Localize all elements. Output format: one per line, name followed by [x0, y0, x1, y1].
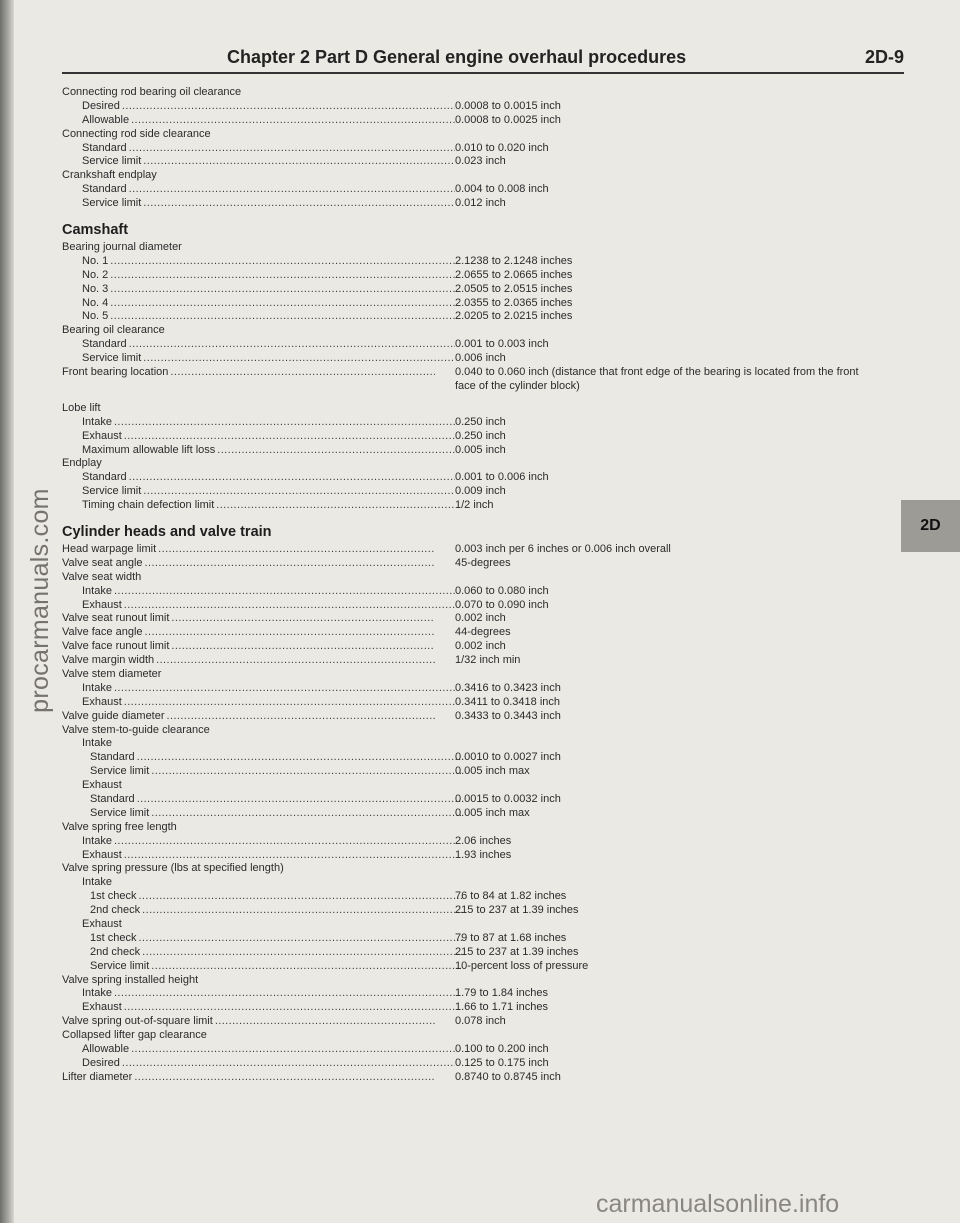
spec-label [62, 255, 455, 269]
spec-label-text: Timing chain defection limit [82, 499, 215, 512]
spec-row [62, 987, 922, 1001]
spec-label-text: Intake [82, 737, 112, 750]
spec-label [62, 297, 455, 311]
spec-row [62, 904, 922, 918]
spec-row [62, 932, 922, 946]
spec-value: 0.009 inch [455, 485, 506, 498]
spec-row [62, 710, 922, 724]
spec-value: 1.66 to 1.71 inches [455, 1001, 548, 1014]
spec-label [62, 142, 455, 156]
spec-row [62, 779, 922, 793]
spec-value: 0.8740 to 0.8745 inch [455, 1070, 561, 1083]
spec-label-text: Valve face angle [62, 626, 143, 639]
spec-label-text: Valve seat angle [62, 556, 143, 569]
spec-row [62, 696, 922, 710]
spec-row [62, 737, 922, 751]
spec-value: 0.078 inch [455, 1015, 506, 1028]
spec-label-text: 1st check [90, 931, 137, 944]
spec-label [62, 310, 455, 324]
spec-value: 0.005 inch [455, 443, 506, 456]
spec-label-text: Service limit [82, 155, 142, 168]
spec-value: 0.001 to 0.006 inch [455, 471, 549, 484]
spec-label [62, 862, 435, 876]
spec-label-text: Exhaust [82, 695, 122, 708]
specifications-list [62, 86, 922, 1085]
spec-value: 0.005 inch max [455, 806, 530, 819]
spec-label-text: Crankshaft endplay [62, 169, 157, 182]
spec-row [62, 599, 922, 613]
spec-value: 0.0008 to 0.0025 inch [455, 113, 561, 126]
spec-row [62, 724, 922, 738]
spec-value: 0.005 inch max [455, 765, 530, 778]
spec-row [62, 169, 922, 183]
spec-row [62, 626, 922, 640]
spec-label [62, 599, 455, 613]
spec-value: 0.0008 to 0.0015 inch [455, 99, 561, 112]
spec-label-text: Lobe lift [62, 401, 101, 414]
spec-row [62, 960, 922, 974]
spec-label-text: Standard [82, 338, 127, 351]
spec-row [62, 821, 922, 835]
section-heading [62, 219, 922, 241]
spec-label [62, 987, 455, 1001]
spec-row [62, 835, 922, 849]
spec-label-text: Service limit [82, 352, 142, 365]
spec-label [62, 876, 455, 890]
spec-label [62, 444, 455, 458]
spec-label [62, 612, 435, 626]
spec-label-text: Standard [82, 141, 127, 154]
spec-label [62, 849, 455, 863]
spec-label-text: Valve face runout limit [62, 640, 170, 653]
spec-value: 215 to 237 at 1.39 inches [455, 904, 579, 917]
spec-label-text: Valve seat width [62, 570, 142, 583]
spec-value: 79 to 87 at 1.68 inches [455, 931, 567, 944]
spec-label [62, 499, 455, 513]
spec-row [62, 155, 922, 169]
spec-label-text: Exhaust [82, 598, 122, 611]
spec-label [62, 682, 455, 696]
spec-label [62, 793, 463, 807]
spec-row [62, 269, 922, 283]
spec-label [62, 485, 455, 499]
spec-label [62, 402, 435, 416]
spec-label-text: 2nd check [90, 945, 141, 958]
watermark-carmanualsonline: carmanualsonline.info [596, 1190, 840, 1218]
spec-label-text: Camshaft [62, 222, 129, 239]
spec-row [62, 416, 922, 430]
page-number: 2D-9 [864, 47, 904, 67]
spacer [62, 211, 922, 219]
spec-label [62, 128, 435, 142]
spec-label-text: Standard [90, 792, 135, 805]
spec-label-text: Intake [82, 876, 112, 889]
spec-label [62, 710, 435, 724]
spec-row [62, 1029, 922, 1043]
spec-label-text: Intake [82, 681, 112, 694]
spec-label [62, 471, 455, 485]
section-heading-text [62, 219, 435, 241]
spec-label [62, 1015, 435, 1029]
spec-label-text: 2nd check [90, 904, 141, 917]
spec-label [62, 904, 463, 918]
spec-label [62, 932, 463, 946]
spec-value: 0.125 to 0.175 inch [455, 1056, 549, 1069]
spec-label-text: Exhaust [82, 918, 122, 930]
spec-row [62, 499, 922, 513]
spec-label [62, 960, 463, 974]
spec-row [62, 668, 922, 682]
spec-label-text: Maximum allowable lift loss [82, 443, 216, 456]
spec-label-text: Valve stem diameter [62, 667, 162, 680]
spec-label [62, 155, 455, 169]
spec-row [62, 352, 922, 366]
spec-label-text: Allowable [82, 1043, 130, 1056]
spec-value: 0.010 to 0.020 inch [455, 141, 549, 154]
spec-value: 1.93 inches [455, 848, 512, 861]
spec-row [62, 255, 922, 269]
spec-value: 0.012 inch [455, 197, 506, 210]
spec-value: 0.250 inch [455, 415, 506, 428]
spec-label [62, 585, 455, 599]
spec-label-text: Valve guide diameter [62, 709, 165, 722]
spec-value: 10-percent loss of pressure [455, 959, 589, 972]
spec-row [62, 1043, 922, 1057]
spec-label-text: Head warpage limit [62, 542, 157, 555]
spec-label [62, 352, 455, 366]
spec-label [62, 457, 435, 471]
spec-label-text: Intake [82, 415, 112, 428]
spec-label-text: Bearing journal diameter [62, 241, 182, 254]
spec-row [62, 612, 922, 626]
spec-label-text: Valve spring out-of-square limit [62, 1015, 213, 1028]
spec-label-text: Service limit [82, 197, 142, 210]
spec-label [62, 724, 435, 738]
spec-label [62, 571, 435, 585]
spec-label [62, 890, 463, 904]
spec-label-text: Valve stem-to-guide clearance [62, 723, 210, 736]
spec-label-text: Exhaust [82, 779, 122, 792]
spec-row [62, 543, 922, 557]
spec-value: 1/32 inch min [455, 654, 521, 667]
section-heading-text [62, 521, 435, 543]
spec-value: 0.3411 to 0.3418 inch [455, 695, 560, 708]
chapter-title: Chapter 2 Part D General engine overhaul procedures [227, 47, 687, 67]
page-header [62, 44, 904, 74]
spec-value: 2.1238 to 2.1248 inches [455, 254, 573, 267]
spec-row [62, 457, 922, 471]
spec-value: 0.3433 to 0.3443 inch [455, 709, 561, 722]
spacer [62, 513, 922, 521]
spec-label [62, 183, 455, 197]
spec-row [62, 310, 922, 324]
spec-row [62, 283, 922, 297]
spec-label-text: Standard [82, 471, 127, 484]
spec-label [62, 640, 435, 654]
spec-label-text: Connecting rod bearing oil clearance [62, 86, 242, 98]
spec-value: 0.250 inch [455, 429, 506, 442]
spec-row [62, 366, 922, 394]
spec-value: 0.004 to 0.008 inch [455, 183, 549, 196]
spec-label [62, 626, 435, 640]
spec-label [62, 765, 463, 779]
spec-label-text: Service limit [90, 765, 150, 778]
spec-label [62, 751, 463, 765]
spec-label-text: Intake [82, 584, 112, 597]
spec-row [62, 918, 922, 932]
spec-label [62, 737, 455, 751]
spec-value: 0.0010 to 0.0027 inch [455, 751, 561, 764]
spec-label [62, 807, 463, 821]
spec-value: 0.3416 to 0.3423 inch [455, 681, 561, 694]
spec-row [62, 1001, 922, 1015]
spec-label-text: Intake [82, 987, 112, 1000]
spec-label [62, 543, 435, 557]
spec-row [62, 183, 922, 197]
spec-row [62, 128, 922, 142]
spec-label [62, 241, 435, 255]
spec-value: 76 to 84 at 1.82 inches [455, 890, 567, 903]
spec-row [62, 585, 922, 599]
spec-label-text: Bearing oil clearance [62, 324, 165, 337]
spec-row [62, 682, 922, 696]
spec-row [62, 471, 922, 485]
spec-label [62, 114, 455, 128]
spec-label [62, 1071, 435, 1085]
spec-label-text: Cylinder heads and valve train [62, 523, 272, 540]
spec-value: 0.002 inch [455, 612, 506, 625]
spec-label [62, 946, 463, 960]
spec-row [62, 338, 922, 352]
spec-label [62, 338, 455, 352]
spec-label-text: Valve margin width [62, 654, 155, 667]
section-heading [62, 521, 922, 543]
spec-row [62, 197, 922, 211]
spec-label [62, 835, 455, 849]
spec-label-text: Collapsed lifter gap clearance [62, 1029, 207, 1042]
spec-label-text: Intake [82, 834, 112, 847]
spec-label [62, 821, 435, 835]
spec-label [62, 696, 455, 710]
spec-value: 0.006 inch [455, 352, 506, 365]
spec-label-text: Allowable [82, 113, 130, 126]
spec-label [62, 269, 455, 283]
spec-label-text: Service limit [82, 485, 142, 498]
spec-row [62, 765, 922, 779]
spec-label-text: Service limit [90, 959, 150, 972]
spec-label-text: 1st check [90, 890, 137, 903]
spec-label [62, 100, 455, 114]
spec-row [62, 324, 922, 338]
spec-label [62, 366, 435, 380]
spec-row [62, 876, 922, 890]
spec-row [62, 557, 922, 571]
spec-label-text: Lifter diameter [62, 1070, 133, 1083]
spec-row [62, 430, 922, 444]
spec-row [62, 86, 922, 100]
spec-row [62, 946, 922, 960]
spec-row [62, 751, 922, 765]
spec-value: 0.0015 to 0.0032 inch [455, 792, 561, 805]
spec-label [62, 974, 435, 988]
spec-label-text: Connecting rod side clearance [62, 127, 211, 140]
spec-row [62, 100, 922, 114]
spec-label [62, 283, 455, 297]
spec-row [62, 114, 922, 128]
spec-value: 0.001 to 0.003 inch [455, 338, 549, 351]
spec-value: 0.002 inch [455, 640, 506, 653]
spec-value: 2.0355 to 2.0365 inches [455, 296, 573, 309]
spec-label-text: Exhaust [82, 1001, 122, 1014]
spec-row [62, 571, 922, 585]
spec-value: 0.023 inch [455, 155, 506, 168]
spec-label [62, 1029, 435, 1043]
spec-value: 0.070 to 0.090 inch [455, 598, 549, 611]
spec-row [62, 1071, 922, 1085]
spec-row [62, 241, 922, 255]
spec-label-text: Exhaust [82, 848, 122, 861]
spec-value: 0.100 to 0.200 inch [455, 1043, 549, 1056]
spec-label [62, 416, 455, 430]
spec-row [62, 444, 922, 458]
spec-label-text: No. 4 [82, 296, 109, 309]
spec-label-text: Front bearing location [62, 366, 169, 379]
spec-value: 1/2 inch [455, 499, 494, 512]
spec-row [62, 862, 922, 876]
spec-label [62, 654, 435, 668]
spacer [62, 394, 922, 402]
spec-row [62, 654, 922, 668]
spec-label-text: No. 2 [82, 268, 109, 281]
spec-label [62, 1057, 455, 1071]
spec-value: 0.060 to 0.080 inch [455, 584, 549, 597]
spec-label [62, 668, 435, 682]
spec-label-text: Endplay [62, 457, 102, 470]
spec-value: 2.0505 to 2.0515 inches [455, 282, 573, 295]
spec-value: 1.79 to 1.84 inches [455, 987, 548, 1000]
spec-row [62, 1015, 922, 1029]
spec-label [62, 197, 455, 211]
spec-row [62, 297, 922, 311]
spec-label [62, 918, 455, 932]
spec-label-text: Valve spring free length [62, 820, 177, 833]
spec-row [62, 793, 922, 807]
watermark-left-text: procarmanuals.com [25, 487, 54, 713]
spec-label [62, 86, 435, 100]
spec-row [62, 640, 922, 654]
spec-label-text: Desired [82, 1056, 120, 1069]
spec-row [62, 890, 922, 904]
spec-value: 215 to 237 at 1.39 inches [455, 945, 579, 958]
spec-label-text: No. 3 [82, 282, 109, 295]
spec-row [62, 849, 922, 863]
spec-label [62, 169, 435, 183]
spec-value: 0.003 inch per 6 inches or 0.006 inch overall [455, 542, 671, 555]
spec-value: 44-degrees [455, 626, 511, 639]
spec-row [62, 485, 922, 499]
spec-label-text: Desired [82, 99, 120, 112]
spec-label [62, 779, 455, 793]
spec-label [62, 430, 455, 444]
spec-label [62, 1043, 455, 1057]
spec-label-text: Valve spring installed height [62, 973, 199, 986]
spec-row [62, 974, 922, 988]
spec-row [62, 402, 922, 416]
spec-label-text: No. 5 [82, 310, 109, 323]
spec-value: 2.06 inches [455, 834, 512, 847]
spec-value: 2.0655 to 2.0665 inches [455, 268, 573, 281]
spec-label [62, 324, 435, 338]
spec-value: 45-degrees [455, 556, 511, 569]
spec-label-text: Service limit [90, 806, 150, 819]
spec-label-text: Valve seat runout limit [62, 612, 170, 625]
spec-label-text: Standard [82, 183, 127, 196]
spec-value: 0.040 to 0.060 inch (distance that front edge of the bearing is located from the front face of the cylinder block) [455, 366, 859, 392]
spec-label-text: No. 1 [82, 254, 109, 267]
spec-label-text: Standard [90, 751, 135, 764]
spec-row [62, 1057, 922, 1071]
spec-value: 2.0205 to 2.0215 inches [455, 310, 573, 323]
spec-label [62, 557, 435, 571]
spec-row [62, 142, 922, 156]
spec-label-text: Valve spring pressure (lbs at specified length) [62, 862, 284, 875]
spec-label-text: Exhaust [82, 429, 122, 442]
spec-row [62, 807, 922, 821]
spec-label [62, 1001, 455, 1015]
section-tab: 2D [901, 500, 960, 552]
